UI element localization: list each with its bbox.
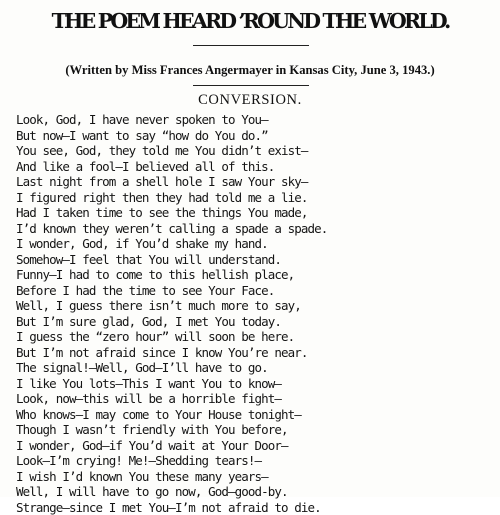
poem-title: CONVERSION. — [0, 90, 500, 110]
poem-line: Look, God, I have never spoken to You— — [16, 112, 496, 128]
poem-line: Strange—since I met You—I’m not afraid to die. — [16, 500, 496, 515]
poem-line: And like a fool—I believed all of this. — [16, 159, 496, 175]
headline: THE POEM HEARD ’ROUND THE WORLD. — [0, 7, 500, 35]
poem-line: Before I had the time to see Your Face. — [16, 283, 496, 299]
poem-line: I wish I’d known You these many years— — [16, 469, 496, 485]
poem-line: Well, I will have to go now, God—good-by. — [16, 484, 496, 500]
poem-line: I guess the “zero hour” will soon be here. — [16, 329, 496, 345]
poem-line: But now—I want to say “how do You do.” — [16, 128, 496, 144]
poem-line: The signal!—Well, God—I’ll have to go. — [16, 360, 496, 376]
poem-line: I like You lots—This I want You to know— — [16, 376, 496, 392]
poem-line: Somehow—I feel that You will understand. — [16, 252, 496, 268]
poem-line: I wonder, God—if You’d wait at Your Door— — [16, 438, 496, 454]
poem-line: I figured right then they had told me a lie. — [16, 190, 496, 206]
poem-line: Who knows—I may come to Your House tonight— — [16, 407, 496, 423]
poem-body — [16, 112, 496, 515]
byline-divider — [193, 85, 309, 86]
poem-line: Though I wasn’t friendly with You before, — [16, 422, 496, 438]
poem-line: Look, now—this will be a horrible fight— — [16, 391, 496, 407]
poem-line: Funny—I had to come to this hellish place, — [16, 267, 496, 283]
poem-line: I’d known they weren’t calling a spade a spade. — [16, 221, 496, 237]
poem-line: You see, God, they told me You didn’t exist— — [16, 143, 496, 159]
poem-line: Well, I guess there isn’t much more to say, — [16, 298, 496, 314]
poem-line: I wonder, God, if You’d shake my hand. — [16, 236, 496, 252]
byline: (Written by Miss Frances Angermayer in Kansas City, June 3, 1943.) — [0, 62, 500, 78]
poem-line: Had I taken time to see the things You made, — [16, 205, 496, 221]
poem-line: But I’m not afraid since I know You’re near. — [16, 345, 496, 361]
poem-line: Last night from a shell hole I saw Your sky— — [16, 174, 496, 190]
poem-line: Look—I’m crying! Me!—Shedding tears!— — [16, 453, 496, 469]
headline-divider — [193, 45, 309, 46]
poem-line: But I’m sure glad, God, I met You today. — [16, 314, 496, 330]
